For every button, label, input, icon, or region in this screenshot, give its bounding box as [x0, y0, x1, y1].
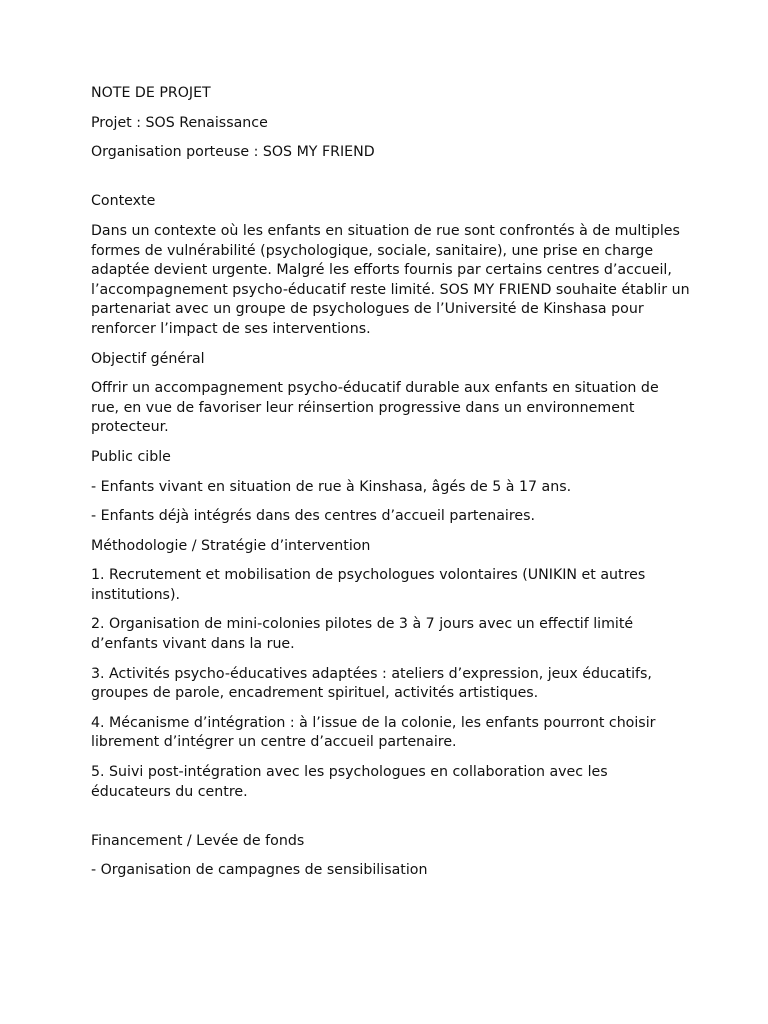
methodologie-item: 5. Suivi post-intégration avec les psychologues en collaboration avec les éducateurs du centre.	[91, 764, 608, 800]
public-cible-heading: Public cible	[91, 448, 171, 465]
methodologie-item: 1. Recrutement et mobilisation de psychologues volontaires (UNIKIN et autres institutions).	[91, 567, 646, 603]
methodologie-heading: Méthodologie / Stratégie d’intervention	[91, 537, 371, 554]
financement-heading: Financement / Levée de fonds	[91, 832, 305, 849]
public-cible-item: - Enfants vivant en situation de rue à Kinshasa, âgés de 5 à 17 ans.	[91, 478, 572, 495]
objectif-paragraph: Offrir un accompagnement psycho-éducatif durable aux enfants en situation de rue, en vue de favoriser leur réinsertion progressive dans un environnement protecteur.	[91, 380, 659, 436]
methodologie-item: 4. Mécanisme d’intégration : à l’issue de la colonie, les enfants pourront choisir librement d’intégrer un centre d’accueil partenaire.	[91, 714, 656, 751]
financement-item: - Organisation de campagnes de sensibilisation	[91, 862, 428, 879]
document-title: NOTE DE PROJET	[91, 85, 211, 101]
document-body	[91, 84, 691, 891]
objectif-heading: Objectif général	[91, 350, 205, 367]
methodologie-item: 2. Organisation de mini-colonies pilotes de 3 à 7 jours avec un effectif limité d’enfants vivant dans la rue.	[91, 616, 634, 653]
organisation-line: Organisation porteuse : SOS MY FRIEND	[91, 144, 375, 161]
contexte-paragraph: Dans un contexte où les enfants en situation de rue sont confrontés à de multiples formes de vulnérabilité (psychologique, sociale, sanitaire), une prise en charge adaptée devient urgente. Malgré les efforts fournis par certains centres d’accueil, l’accompagnement psycho-éducatif reste limité. SOS MY FRIEND souhaite établir un partenariat avec un groupe de psychologues de l’Université de Kinshasa pour renforcer l’impact de ses interventions.	[91, 222, 690, 337]
blank-line	[91, 173, 691, 193]
blank-line	[91, 812, 691, 832]
project-line: Projet : SOS Renaissance	[91, 114, 268, 131]
methodologie-item: 3. Activités psycho-éducatives adaptées : ateliers d’expression, jeux éducatifs, groupes de parole, encadrement spirituel, activités artistiques.	[91, 665, 652, 702]
contexte-heading: Contexte	[91, 193, 156, 210]
public-cible-item: - Enfants déjà intégrés dans des centres d’accueil partenaires.	[91, 508, 535, 525]
